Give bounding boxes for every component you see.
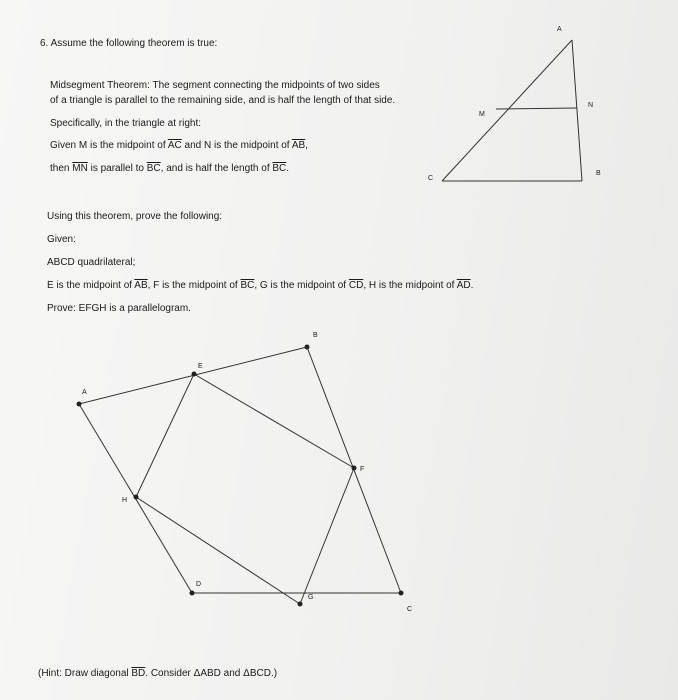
midpoints-p4: , H is the midpoint of bbox=[363, 280, 457, 291]
using-line: Using this theorem, prove the following: bbox=[47, 211, 223, 222]
quad-label-d: D bbox=[196, 581, 202, 588]
segment-ac: $\overline{AC}$ bbox=[167, 140, 182, 151]
hint-mid: . Consider bbox=[145, 668, 194, 679]
point-a bbox=[77, 402, 82, 407]
segment-mn: $\overline{MN}$ bbox=[72, 163, 88, 174]
then-mid: is parallel to bbox=[87, 163, 147, 174]
quad-label-b: B bbox=[313, 332, 318, 339]
hint-and: and bbox=[220, 668, 244, 679]
given-mn-mid: and N is the midpoint of bbox=[181, 140, 292, 151]
triangle-label-b: B bbox=[596, 170, 601, 177]
midpoints-p3: , G is the midpoint of bbox=[254, 280, 349, 291]
specifically-line: Specifically, in the triangle at right: bbox=[50, 118, 202, 129]
segment-ab: $\overline{AB}$ bbox=[291, 140, 306, 151]
segment-ad-q: $\overline{AD}$ bbox=[456, 280, 471, 291]
then-suffix: . bbox=[286, 163, 290, 174]
triangle-bcd: ΔBCD bbox=[243, 668, 271, 679]
point-f bbox=[352, 466, 357, 471]
hint-suffix: .) bbox=[270, 668, 278, 679]
midpoint-segment-gh bbox=[136, 497, 300, 604]
problem-number: 6. Assume the following theorem is true: bbox=[40, 38, 218, 49]
midpoints-p1: E is the midpoint of bbox=[47, 280, 135, 291]
midpoints-p5: . bbox=[470, 280, 474, 291]
segment-bc-2: $\overline{BC}$ bbox=[272, 163, 287, 174]
triangle-label-m: M bbox=[479, 111, 485, 118]
triangle-label-c: C bbox=[428, 175, 434, 182]
triangle-label-n: N bbox=[588, 102, 594, 109]
given-mn-prefix: Given M is the midpoint of bbox=[50, 140, 168, 151]
then-prefix: then bbox=[50, 163, 73, 174]
midpoint-segment-fg bbox=[300, 468, 354, 604]
quad-label-g: G bbox=[308, 594, 314, 601]
triangle-label-a: A bbox=[557, 26, 562, 33]
triangle-abd: ΔABD bbox=[193, 668, 221, 679]
quad-line: ABCD quadrilateral; bbox=[47, 257, 136, 268]
point-c bbox=[399, 591, 404, 596]
theorem-line-1: Midsegment Theorem: The segment connecting the midpoints of two sides bbox=[50, 80, 380, 91]
quad-label-a: A bbox=[82, 389, 87, 396]
segment-cd-q: $\overline{CD}$ bbox=[348, 280, 364, 291]
point-e bbox=[192, 372, 197, 377]
quad-label-f: F bbox=[360, 466, 365, 473]
prove-line: Prove: EFGH is a parallelogram. bbox=[47, 303, 191, 314]
segment-bc: $\overline{BC}$ bbox=[146, 163, 161, 174]
point-g bbox=[298, 602, 303, 607]
midpoints-p2: , F is the midpoint of bbox=[147, 280, 241, 291]
point-h bbox=[134, 495, 139, 500]
hint-prefix: (Hint: Draw diagonal bbox=[38, 668, 132, 679]
given-label: Given: bbox=[47, 234, 76, 245]
segment-ab-q: $\overline{AB}$ bbox=[134, 280, 148, 291]
given-mn-suffix: , bbox=[305, 140, 308, 151]
midpoint-segment-ef bbox=[194, 374, 354, 468]
segment-bc-q: $\overline{BC}$ bbox=[240, 280, 255, 291]
midpoint-segment-he bbox=[136, 374, 194, 497]
point-b bbox=[305, 345, 310, 350]
point-d bbox=[190, 591, 195, 596]
quad-label-h: H bbox=[122, 497, 128, 504]
segment-bd: $\overline{BD}$ bbox=[131, 668, 146, 679]
then-mid2: , and is half the length of bbox=[160, 163, 273, 174]
quad-label-e: E bbox=[198, 363, 203, 370]
quad-label-c: C bbox=[407, 606, 413, 613]
theorem-line-2: of a triangle is parallel to the remaining side, and is half the length of that side. bbox=[50, 95, 396, 106]
